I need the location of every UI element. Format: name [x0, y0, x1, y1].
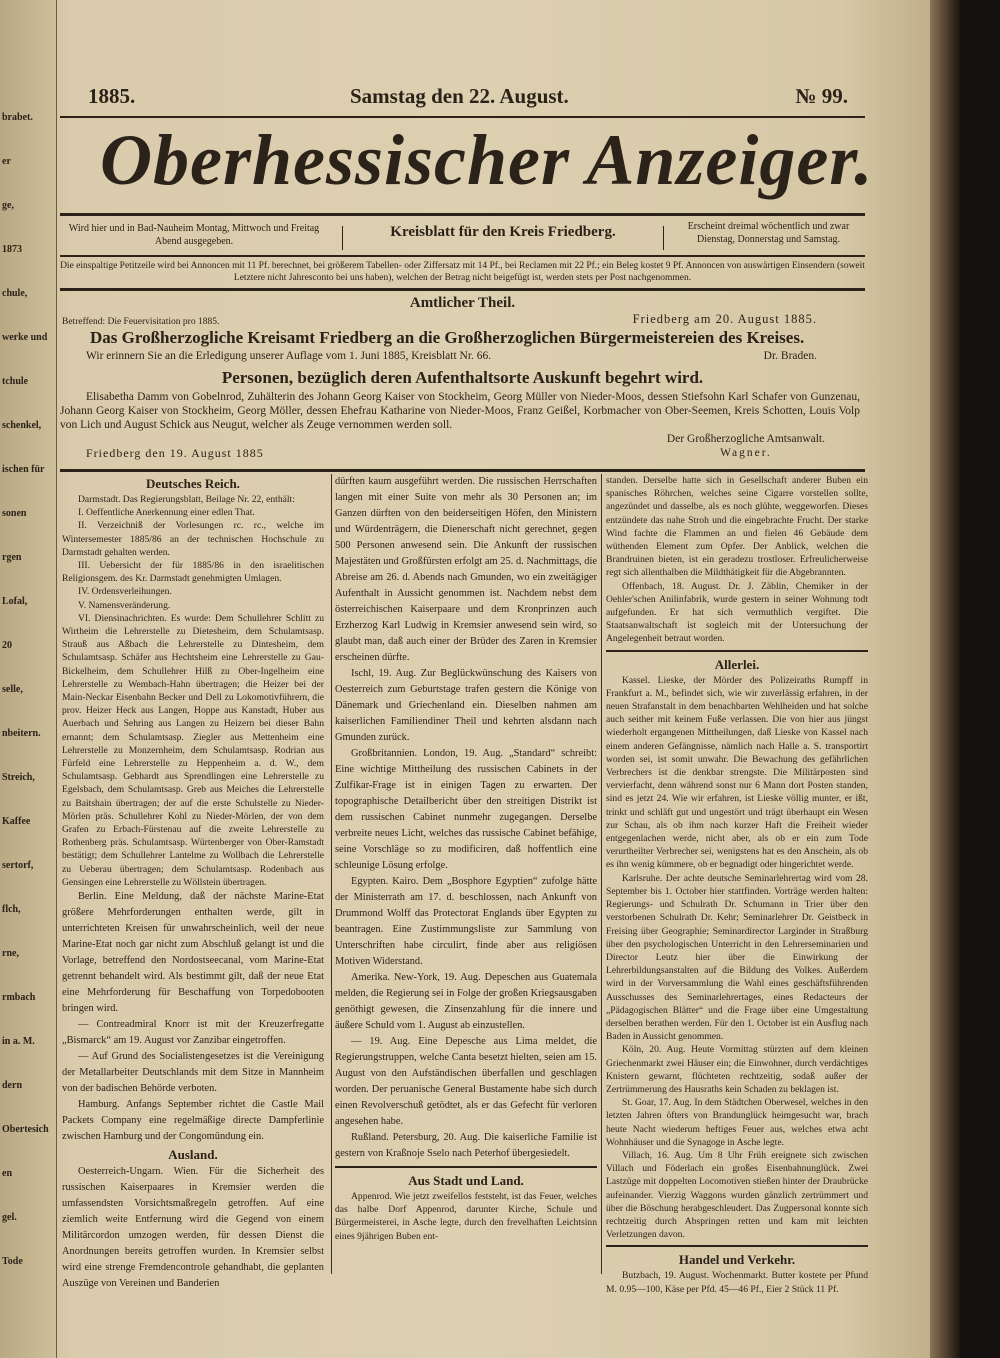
notice-text: Wir erinnern Sie an die Erledigung unserer Auflage vom 1. Juni 1885, Kreisblatt Nr. 66.	[86, 350, 492, 362]
column-2	[335, 474, 597, 1243]
article-paragraph: Appenrod. Wie jetzt zweifellos feststeht, ist das Feuer, welches das halbe Dorf Appenrod, darunter Kirche, Schule und Bürgermeisterei, in Asche legte, durch den frevelhaften Leichtsinn eines 9jährigen Buben ent-	[335, 1191, 597, 1242]
article-paragraph: I. Oeffentliche Anerkennung einer edlen That.	[78, 507, 255, 519]
section-heading: Amtlicher Theil.	[409, 295, 516, 311]
subheader	[60, 218, 865, 252]
dateline: Friedberg am 20. August 1885.	[632, 312, 817, 326]
edge-fragment: rmbach	[2, 992, 36, 1003]
edge-fragment: rne,	[2, 948, 19, 959]
divider	[335, 1166, 597, 1168]
divider	[60, 255, 865, 257]
edge-fragment: sertorf,	[2, 860, 34, 871]
edge-fragment: rgen	[2, 552, 22, 563]
advertising-notice: Die einspaltige Petitzeile wird bei Annoncen mit 11 Pf. berechnet, bei größerem Tabellen- oder Ziffersatz mit 14 Pf., bei Reclamen mit 22 Pf.; ein Beleg kostet 9 Pf. Annoncen von auswärtigen Einsendern (soweit Letztere nicht Jahresconto bei uns haben), welchen der Betrag nicht beigefügt ist, werden stets per Post nachgenommen.	[60, 261, 865, 283]
edge-fragment: ischen für	[2, 464, 45, 475]
edge-fragment: ge,	[2, 200, 14, 211]
article-paragraph: St. Goar, 17. Aug. In dem Städtchen Oberwesel, welches in den letzten Jahren öfters von Brandunglück heimgesucht war, brach heute Nacht wiederum heftiges Feuer aus, welches etwa acht Wohnhäuser und die Synagoge in Asche legte.	[606, 1097, 868, 1148]
subject-row	[60, 313, 865, 327]
edge-fragment: 1873	[2, 244, 22, 255]
persons-heading: Personen, bezüglich deren Aufenthaltsorte Auskunft begehrt wird.	[221, 368, 704, 387]
edge-fragment: brabet.	[2, 112, 33, 123]
article-paragraph: — Auf Grund des Socialistengesetzes ist die Vereinigung der Metallarbeiter Deutschlands mit dem Sitze in Mannheim von der badischen Behörde verboten.	[62, 1051, 324, 1095]
edge-fragment: tchule	[2, 376, 29, 387]
article-paragraph: Berlin. Eine Meldung, daß der nächste Marine-Etat größere Mehrforderungen enthalten werde, gilt in unterrichteten Kreisen für unwahrscheinlich, weil der neue Marine-Etat noch gar nicht zum Abschluß gelangt ist und die Vorlage, betreffend den Nordostseecanal, vom Marine-Etat getrennt behandelt wird. Als bestimmt gilt, daß der neue Etat eine Mehrforderung für Beschaffung von Torpedobooten bringen wird.	[62, 891, 324, 1015]
signature: Dr. Braden.	[763, 350, 817, 362]
subject-line: Betreffend: Die Feuervisitation pro 1885.	[62, 317, 220, 327]
edge-fragment: Lofal,	[2, 596, 28, 607]
edge-fragment: er	[2, 156, 11, 167]
article-paragraph: III. Uebersicht der für 1885/86 in den israelitischen Religionsgem. des Kr. Darmstadt genehmigten Umlagen.	[62, 560, 324, 585]
publication-schedule-right: Erscheint dreimal wöchentlich und zwar Dienstag, Donnerstag und Samstag.	[687, 221, 850, 245]
divider	[60, 469, 865, 472]
article-paragraph: Oesterreich-Ungarn. Wien. Für die Sicherheit des russischen Kaiserpaares in Kremsier werden die umfassendsten Vorsichtsmaßregeln getroffen. Auf eine ziemlich weite Entfernung wird die Gegend von einem Militärcordon umzogen werden, für dessen Dienst die Anordnungen bereits getroffen wurden. In Kremsier selbst wird eine strenge Fremdencontrole gehandhabt, die geplanten Auszüge von Vereinen und Banderien	[62, 1166, 324, 1290]
edge-fragment: Obertesich	[2, 1124, 49, 1135]
divider	[606, 1245, 868, 1247]
signature-row	[60, 432, 865, 460]
section-heading: Handel und Verkehr.	[678, 1252, 796, 1268]
book-binding	[930, 0, 960, 1358]
article-paragraph: standen. Derselbe hatte sich in Gesellschaft anderer Buben ein spanisches Röhrchen, welches seine Cigarre vorstellen sollte, angezündet und dasselbe, als es noch glühte, weggeworfen. Dieses entzündete das nahe Stroh und die eingebrachte Frucht. Der starke Wind fachte die Flammen an und fielen 46 Gebäude dem wüthenden Element zum Opfer. Der Anblick, welchen die Brandruinen bieten, ist ein geradezu trostloser. Erfreulicherweise regt sich allenthalben die Mildthätigkeit für die Abgebrannten.	[606, 475, 868, 579]
article-paragraph: Köln, 20. Aug. Heute Vormittag stürzten auf dem kleinen Griechenmarkt zwei Häuser ein; die Einwohner, durch verdächtiges Knistern gewarnt, flüchteten rechtzeitig, sodaß außer der Zertrümmerung des Hausraths kein Schaden zu beklagen ist.	[606, 1044, 868, 1095]
official-signature	[667, 432, 865, 460]
column-rule	[331, 474, 332, 1274]
official-name: Wagner.	[720, 447, 772, 459]
column-3	[606, 474, 868, 1296]
article-paragraph: V. Namensveränderung.	[78, 599, 171, 611]
article-paragraph: Egypten. Kairo. Dem „Bosphore Egyptien“ zufolge hätte der Ministerrath am 17. d. beschlossen, nach Ankunft von Drummond Wolff das Protectorat Englands über Egypten zu beantragen. Eine Zustimmungsliste zur Sammlung von Unterschriften habe circulirt, finde aber aus religiösen Motiven Widerstand.	[335, 876, 597, 967]
article-paragraph: Kassel. Lieske, der Mörder des Polizeiraths Rumpff in Frankfurt a. M., befindet sich, wie wir zuverlässig erfahren, in der neuen Strafanstalt in dem benachbarten Wehlheiden und hat solche auch seither mit keinem Fuße verlassen. Die von hier aus jüngst wiederholt ergangenen Mittheilungen, daß Lieske von Kassel nach einem anderen Gefängnisse, nämlich nach Halle a. S. transportirt worden sei, ist somit unwahr. Die Bewachung des gefährlichen Verbrechers ist die denkbar strengste. Die Militärposten sind vervierfacht, denn während sonst nur 6 Mann dort Posten standen, sind es jetzt 24. Wie wir erfahren, ist Lieske völlig munter, er ißt, trinkt und schläft gut und ungestört und trägt überhaupt ein Wesen zur Schau, als ob ihm nach kurzer Haft die Freiheit wieder entgegenlachen werde, nicht aber, als ob er ein zum Tode verurtheilter Verbrecher sei, wenigstens hat es den Anschein, als ob es ihn wenig kümmere, ob er begnadigt oder hingerichtet werde.	[606, 674, 868, 871]
article-paragraph: Rußland. Petersburg, 20. Aug. Die kaiserliche Familie ist gestern von Kraßnoje Sselo nach Peterhof übergesiedelt.	[335, 1132, 597, 1159]
column-1	[62, 474, 324, 1292]
article-paragraph: Amerika. New-York, 19. Aug. Depeschen aus Guatemala melden, die Regierung sei in Folge der großen Kriegsausgaben genöthigt gewesen, die Zinsenzahlung für die innere und äußere Schuld vom 1. August ab einzustellen.	[335, 972, 597, 1031]
article-paragraph: Karlsruhe. Der achte deutsche Seminarlehrertag wird vom 28. September bis 1. October hier stattfinden. Vorträge werden halten: Regierungs- und Schulrath Dr. Schumann in Trier über den verstorbenen Schulrath Dr. Kehr; Seminarlehrer Dr. Geistbeck in Freising über Geographie; Seminardirector Larginder in Straßburg über den psychologischen Unterricht in den Lehrerseminarien und Director Leutz hier über die Einwirkung der Lehrerbildungsanstalten auf die Bildung des Volkes. Außerdem wird in der Vorversammlung die Wahl eines geschäftsführenden Ausschusses des Seminarlehrertages, eines Redacteurs der „Pädagogischen Blätter“ und die Frage über eine Umgestaltung derselben berathen werden. Für den 1. October ist ein Ausflug nach Baden in Aussicht genommen.	[606, 872, 868, 1043]
official-section	[60, 295, 865, 460]
article-paragraph: — Contreadmiral Knorr ist mit der Kreuzerfregatte „Bismarck“ am 19. August vor Zanzibar eingetroffen.	[62, 1019, 324, 1047]
section-heading: Deutsches Reich.	[146, 476, 240, 491]
edge-fragment: schenkel,	[2, 420, 42, 431]
divider	[60, 213, 865, 216]
edge-fragment: selle,	[2, 684, 23, 695]
divider	[60, 288, 865, 291]
article-paragraph: — 19. Aug. Eine Depesche aus Lima meldet, die Regierungstruppen, welche Canta besetzt hielten, seien am 15. August von den Aufständischen überfallen und geschlagen worden. Der peruanische General Bustamente habe sich durch einen Revolverschuß getödtet, als er das Gefecht für verloren angesehen habe.	[335, 1036, 597, 1127]
year: 1885.	[88, 84, 136, 108]
article-paragraph: Hamburg. Anfangs September richtet die Castle Mail Packets Company eine regelmäßige directe Dampferlinie zwischen Hamburg und der Congomündung ein.	[62, 1099, 324, 1143]
masthead	[88, 84, 848, 110]
issue-date: Samstag den 22. August.	[350, 84, 569, 108]
publication-schedule-left: Wird hier und in Bad-Nauheim Montag, Mittwoch und Freitag Abend ausgegeben.	[68, 223, 320, 247]
edge-fragment: Kaffee	[2, 816, 31, 827]
official-title: Der Großherzogliche Amtsanwalt.	[666, 433, 825, 445]
article-paragraph: Darmstadt. Das Regierungsblatt, Beilage Nr. 22, enthält:	[78, 494, 295, 505]
article-paragraph: dürften kaum ausgeführt werden. Die russischen Herrschaften langen mit einer Suite von mehr als 30 Personen an; im Ganzen dürften von den beiderseitigen Höfen, den Ministern und Würdenträgern, die Dienerschaft nicht gerechnet, gegen 500 Personen anwesend sein. Die Ankunft der russischen Majestäten und Großfürsten erfolgt am 25. d. Nachmittags, die Abreise am 26. d. Abends nach Gmunden, wo ein zweitägiger Aufenthalt in Aussicht genommen ist. Nachdem nebst dem österreichischen Kaiserpaare und dem Kronprinzen auch Erzherzog Karl Ludwig in Kremsier anwesend sein wird, so glaubt man, daß auch einer der Brüder des Zaren in Kremsier erscheinen dürfte.	[335, 476, 597, 663]
edge-fragment: werke und	[2, 332, 48, 343]
edge-fragment: gel.	[2, 1212, 17, 1223]
kreisblatt-label: Kreisblatt für den Kreis Friedberg.	[342, 226, 664, 250]
issue-number: № 99.	[795, 84, 848, 108]
notice-row	[60, 349, 865, 364]
newspaper-title: Oberhessischer Anzeiger.	[100, 120, 874, 200]
edge-fragment: flch,	[2, 904, 21, 915]
divider	[606, 650, 868, 652]
article-paragraph: VI. Diensinachrichten. Es wurde: Dem Schullehrer Schlitt zu Wirtheim die Lehrerstelle zu Dietesheim, dem Schulamtsasp. Strauß aus Aßbach die Lehrerstelle zu Dintesheim, dem Schulamtsasp. Schäfer aus Hechtsheim eine Lehrerstelle zu Gau-Bickelheim, dem Schullehrer Hilß zu Ober-Ingelheim eine Lehrerstelle zu Wembach-Hahn übertragen; die Heizer bei der Main-Neckar Eisenbahn Becker und Dell zu Lokomotivführern, die prov. Heizer Heck aus Langen, Hoppe aus Kanstadt, Huber aus Auerbach und Sehring aus Langen zu Heizern bei dieser Bahn ernannt; dem Schulamtsasp. Ziegler aus Mettenheim eine Lehrerstelle zu Monzernheim, dem Schulamtsasp. Rodrian aus Fürfeld eine Lehrerstelle zu Heppenheim a. d. W., dem Schulamtsasp. Gebhardt aus Sprendlingen eine Lehrerstelle zu Egelsbach, dem Schulamtsasp. Greb aus Meiches die Lehrerstelle zu Baitshain übertragen; der auf die erste Schulstelle zu Nieder-Mörlen präs. Schullehrer Kohl zu Nieder-Mörlen, der von dem Grafen zu Erbach-Fürstenau auf die zweite Lehrerstelle zu Rothenberg präs. Schulamtsasp. Würtenberger von Ober-Ramstadt bestätigt; dem Schullehrer Lantelme zu Wollbach die Lehrerstelle zu Ueberau übertragen; dem Schulamtsasp. Rodenbach aus Gensingen eine Lehrerstelle zu Wöllstein übertragen.	[62, 612, 324, 888]
edge-fragment: Tode	[2, 1256, 23, 1267]
article-paragraph: Butzbach, 19. August. Wochenmarkt. Butter kostete per Pfund M. 0.95—100, Käse per Pfd. 45—46 Pf., Eier 2 Stück 11 Pf.	[606, 1270, 868, 1295]
section-heading: Allerlei.	[714, 656, 760, 672]
adjacent-page-edge	[0, 0, 57, 1358]
persons-text: Elisabetha Damm von Gobelnrod, Zuhälterin des Johann Georg Kaiser von Stockheim, Georg Müller von Nieder-Moos, dessen Stiefsohn Karl Schafer von Gunzenau, Johann Georg Kaiser von Stockheim, Georg Möller, dessen Ehefrau Katharine von Nieder-Moos, Franz Geißel, Korbmacher von Ober-Seemen, Kreis Schotten, Louis Volp von Lich und August Schick aus Neugut, welcher als Zeuge vernommen werden soll.	[60, 391, 860, 431]
edge-fragment: dern	[2, 1080, 22, 1091]
article-paragraph: Offenbach, 18. August. Dr. J. Zäblin, Chemiker in der Oehler'schen Anilinfabrik, wurde gestern in seiner Wohnung todt aufgefunden. Er hat sich vermuthlich vergiftet. Die Staatsanwaltschaft ist sogleich mit der Untersuchung der Angelegenheit betraut worden.	[606, 580, 868, 645]
article-paragraph: Großbritannien. London, 19. Aug. „Standard“ schreibt: Eine wichtige Mittheilung des russischen Cabinets in der Zulfikar-Frage ist in einigen Tagen zu erwarten. Der topographische Detailbericht über den streitigen Distrikt ist dem russischen Cabinet nunmehr zugegangen. Derselbe verbreite neues Licht, welches das russische Cabinet befähige, seine Vorschläge so zu modificiren, daß hoffentlich eine schleunige Lösung erfolge.	[335, 748, 597, 871]
edge-fragment: 20	[2, 640, 12, 651]
article-paragraph: II. Verzeichniß der Vorlesungen rc. rc., welche im Wintersemester 1885/86 an der technischen Hochschule zu Darmstadt gehalten werden.	[62, 520, 324, 558]
article-paragraph: Villach, 16. Aug. Um 8 Uhr Früh ereignete sich zwischen Villach und Föderlach ein großes Eisenbahnunglück. Zwei Lastzüge mit doppelten Locomotiven stießen hinter der Draubrücke aufeinander. Vierzig Waggons wurden gänzlich zertrümmert und über die Böschung herabgeschleudert. Das Zugpersonal konnte sich rechtzeitig durch Abspringen retten und kam mit leichten Verletzungen davon.	[606, 1149, 868, 1241]
section-heading: Aus Stadt und Land.	[408, 1173, 524, 1188]
column-rule	[601, 474, 602, 1274]
edge-fragment: Streich,	[2, 772, 35, 783]
edge-fragment: in a. M.	[2, 1036, 35, 1047]
edge-fragment: sonen	[2, 508, 27, 519]
dateline: Friedberg den 19. August 1885	[86, 446, 264, 460]
article-paragraph: Ischl, 19. Aug. Zur Beglückwünschung des Kaisers von Oesterreich zum Geburtstage trafen gestern die Könige von Dänemark und Griechenland ein. Dieselben nahmen am kaiserlichen Familiendiner Theil und kehrten alsdann nach Gmunden zurück.	[335, 668, 597, 743]
edge-fragment: chule,	[2, 288, 28, 299]
edge-fragment: nbeitern.	[2, 728, 41, 739]
article-paragraph: IV. Ordensverleihungen.	[78, 586, 172, 598]
section-heading: Ausland.	[168, 1147, 218, 1163]
edge-fragment: en	[2, 1168, 12, 1179]
address-heading: Das Großherzogliche Kreisamt Friedberg an die Großherzoglichen Bürgermeistereien des Kreises.	[90, 328, 805, 347]
